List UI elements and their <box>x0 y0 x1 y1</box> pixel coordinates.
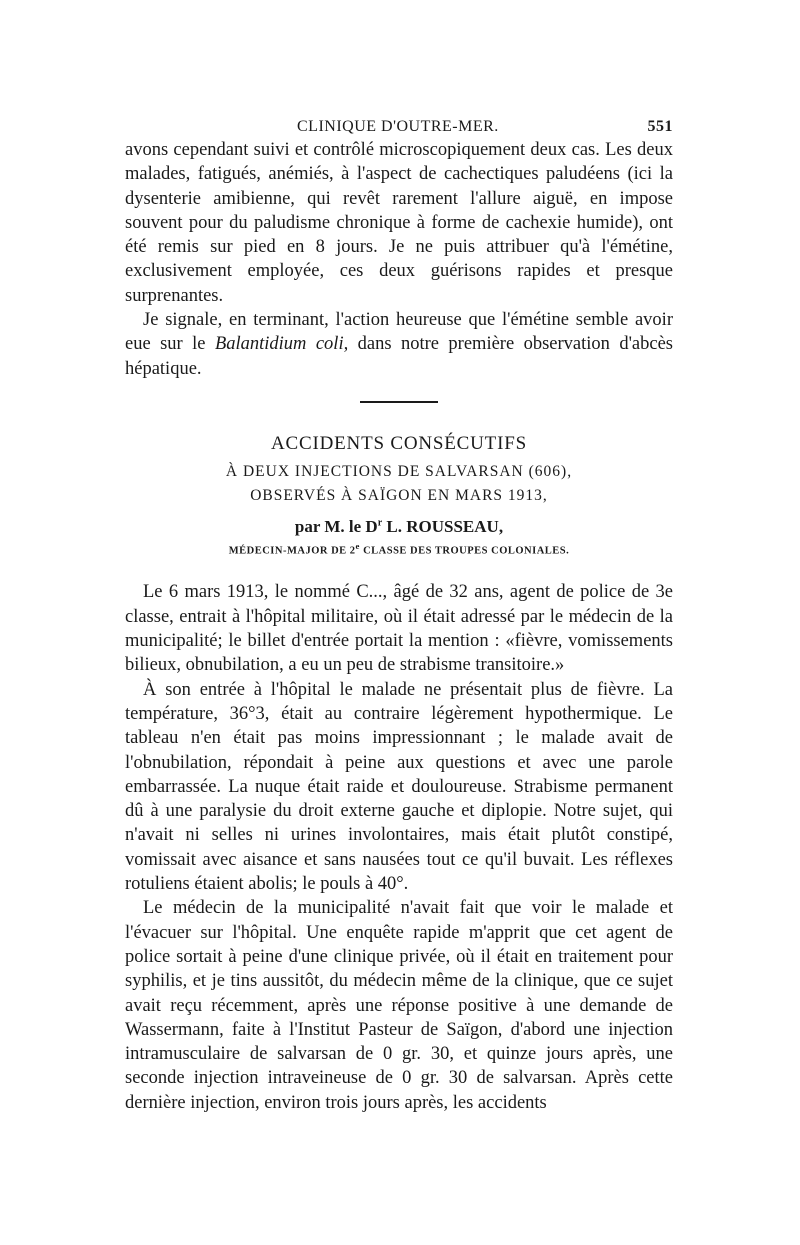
affiliation-superscript: e <box>355 540 360 551</box>
byline-prefix: par M. le D <box>294 516 378 536</box>
body-paragraph-2: À son entrée à l'hôpital le malade ne présentait plus de fièvre. La température, 36°3, était au contraire légèrement hypothermique. Le tableau n'en était pas moins impressionnant ; le malade avait de l'obnubilation, répondait à peine aux questions et avec une parole embarrassée. La nuque était raide et douloureuse. Strabisme permanent dû à une paralysie du droit externe gauche et diplopie. Notre sujet, qui n'avait ni selles ni urines involontaires, mais était plutôt constipé, vomissait avec aisance et sans nausées tout ce qu'il buvait. Les réflexes rotuliens étaient abolis; le pouls à 40°. <box>125 679 673 895</box>
section-divider <box>360 401 438 403</box>
body-paragraph-3: Le médecin de la municipalité n'avait fait que voir le malade et l'évacuer sur l'hôpital. Une enquête rapide m'apprit que cet agent de police sortait à peine d'une clinique privée, où il était en traitement pour syphilis, et je tins aussitôt, du médecin même de la clinique, que ce sujet avait reçu récemment, après une réponse positive à une demande de Wassermann, faite à l'Institut Pasteur de Saïgon, d'abord une injection intramusculaire de salvarsan de 0 gr. 30, et quinze jours après, une seconde injection intraveineuse de 0 gr. 30 de salvarsan. Après cette dernière injection, environ trois jours après, les accidents <box>125 898 673 1113</box>
byline-superscript: r <box>377 517 383 529</box>
article-body <box>125 580 673 1115</box>
intro-paragraph-2 <box>125 308 673 381</box>
running-title: CLINIQUE D'OUTRE-MER. <box>297 118 499 135</box>
intro-paragraph-2-italic: Balantidium coli, <box>214 334 349 355</box>
running-head <box>125 112 673 138</box>
author-byline <box>125 517 673 537</box>
affiliation-start: MÉDECIN-MAJOR DE 2 <box>228 545 356 557</box>
author-affiliation <box>125 541 673 557</box>
intro-paragraph-1: avons cependant suivi et contrôlé microscopiquement deux cas. Les deux malades, fatigués, anémiés, à l'aspect de cachectiques paludéens (ici la dysenterie amibienne, qui revêt rarement l'allure aiguë, en impose souvent pour du paludisme chronique à forme de cachexie humide), ont été remis sur pied en 8 jours. Je ne puis attribuer qu'à l'émétine, exclusivement employée, ces deux guérisons rapides et presque surprenantes. <box>125 140 673 306</box>
article-subtitle-line-1: À DEUX INJECTIONS DE SALVARSAN (606), <box>225 462 573 480</box>
byline-author-name: L. ROUSSEAU, <box>382 516 504 536</box>
page-number: 551 <box>647 118 673 135</box>
intro-paragraph-2-start: Je signale, en terminant, l'action heureuse que l'émétine semble avoir eue sur le <box>125 310 673 355</box>
page <box>125 112 673 1115</box>
article-subtitle-line-2: OBSERVÉS À SAÏGON EN MARS 1913, <box>250 486 548 504</box>
body-paragraph-1: Le 6 mars 1913, le nommé C..., âgé de 32 ans, agent de police de 3e classe, entrait à l'hôpital militaire, où il était adressé par le médecin de la municipalité; le billet d'entrée portait la mention : «fièvre, vomissements bilieux, obnubilation, a eu un peu de strabisme transitoire.» <box>125 582 673 676</box>
article-title: ACCIDENTS CONSÉCUTIFS <box>271 432 527 454</box>
affiliation-end: CLASSE DES TROUPES COLONIALES. <box>359 545 570 557</box>
intro-paragraph-2-end: dans notre première observation d'abcès hépatique. <box>125 334 674 379</box>
